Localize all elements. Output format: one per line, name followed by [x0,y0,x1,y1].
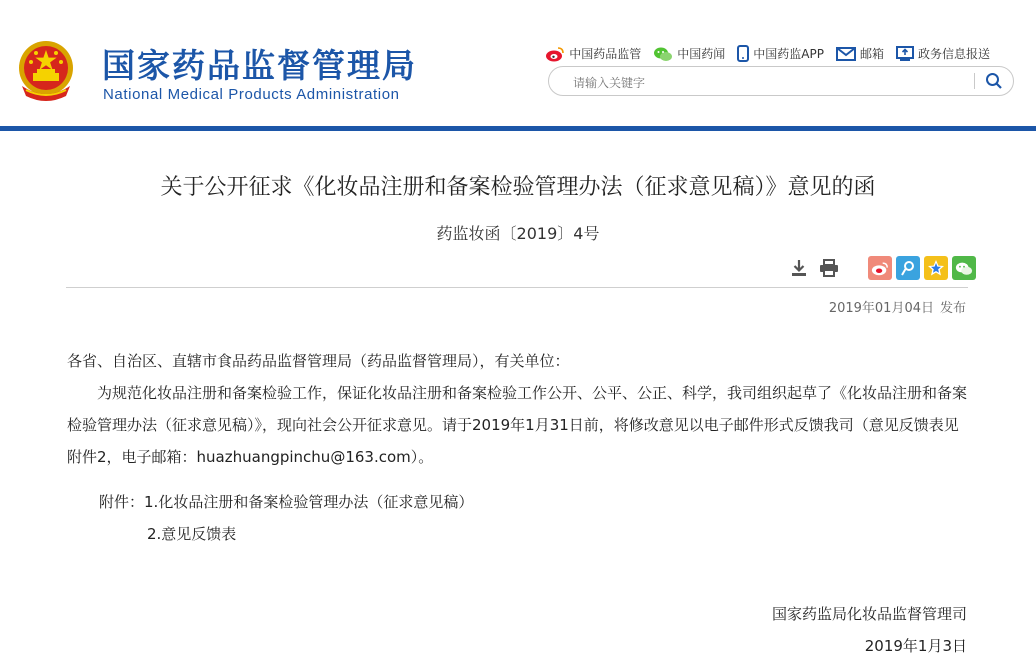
search-icon[interactable] [985,72,1003,90]
share-wechat-button[interactable] [952,256,976,280]
attachments [99,486,473,550]
site-header [0,0,1036,128]
tencent-weibo-share-icon [900,260,916,276]
article-tools [788,256,976,280]
download-icon [790,259,808,277]
national-emblem-icon[interactable] [16,38,76,104]
print-button[interactable] [818,257,840,279]
mail-icon [836,47,856,61]
qzone-share-icon [927,259,945,277]
toplink-wechat[interactable] [653,45,725,62]
article-body [67,345,969,473]
body-paragraph: 为规范化妆品注册和备案检验工作，保证化妆品注册和备案检验工作公开、公平、公正、科学，我司组织起草了《化妆品注册和备案检验管理办法（征求意见稿）》，现向社会公开征求意见。请于2019年1月31日前，将修改意见以电子邮件形式反馈我司（意见反馈表见附件2，电子邮箱：huazhuangpinchu@163.com）。 [67,384,968,466]
upload-icon [896,46,914,62]
publish-label: 发布 [939,301,966,316]
signature: 国家药监局化妆品监督管理司 [771,605,967,623]
toplink-label: 邮箱 [859,47,884,61]
attachment-link[interactable]: 2.意见反馈表 [147,525,237,543]
attachments-label: 附件： [99,493,145,511]
weibo-share-icon [871,261,889,276]
toplink-label: 中国药闻 [677,47,726,61]
document-number: 药监妆函〔2019〕4号 [436,224,600,243]
toplink-label: 中国药品监管 [569,47,642,61]
signature-date: 2019年1月3日 [864,637,967,655]
search-divider [974,73,975,89]
attachment-link[interactable]: 1.化妆品注册和备案检验管理办法（征求意见稿） [144,493,474,511]
signoff [772,598,967,662]
toplink-mail[interactable] [836,45,884,62]
publish-info [829,297,966,316]
weibo-icon [545,46,565,62]
salutation: 各省、自治区、直辖市食品药品监督管理局（药品监督管理局），有关单位： [67,352,570,370]
search-box [548,66,1014,96]
toplink-label: 中国药监APP [753,47,824,61]
toplink-report[interactable] [896,45,990,62]
download-button[interactable] [788,257,810,279]
share-qzone-button[interactable] [924,256,948,280]
share-tencent-weibo-button[interactable] [896,256,920,280]
mobile-icon [737,45,749,62]
site-title-en[interactable]: National Medical Products Administration [103,86,400,103]
article-title: 关于公开征求《化妆品注册和备案检验管理办法（征求意见稿）》意见的函 [160,175,876,200]
site-title[interactable]: 国家药品监督管理局 [102,46,417,85]
wechat-icon [653,46,673,62]
publish-date: 2019年01月04日 [828,301,934,316]
toplink-weibo[interactable] [545,45,641,62]
toplink-app[interactable] [737,45,824,62]
print-icon [819,259,839,277]
share-weibo-button[interactable] [868,256,892,280]
top-links [545,45,990,62]
wechat-share-icon [955,261,973,276]
search-input[interactable] [571,73,965,93]
toplink-label: 政务信息报送 [917,47,990,61]
title-divider [66,287,968,288]
header-divider [0,126,1036,131]
